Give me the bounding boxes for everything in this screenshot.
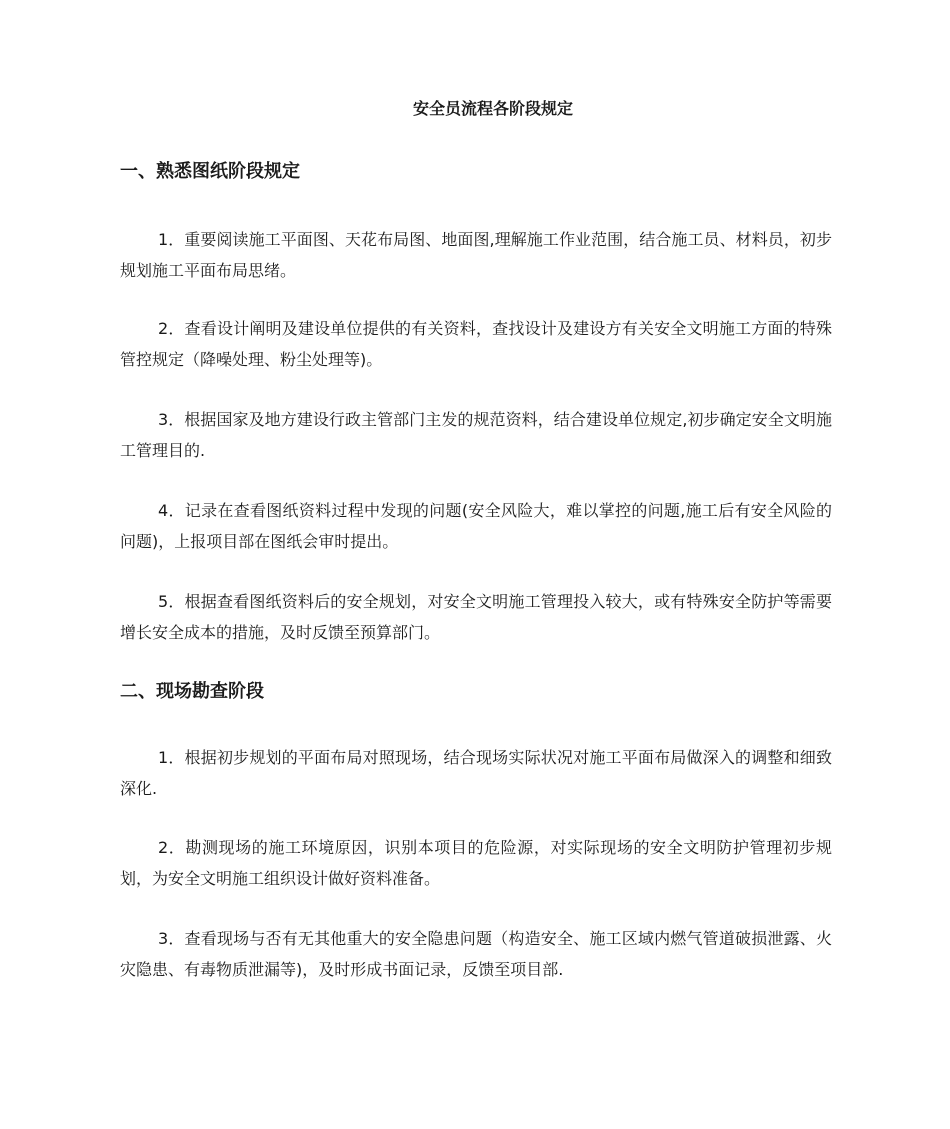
paragraph-1-1: 1．重要阅读施工平面图、天花布局图、地面图,理解施工作业范围，结合施工员、材料员，初步规划施工平面布局思绪。: [120, 230, 832, 280]
paragraph-2-2: 2．勘测现场的施工环境原因，识别本项目的危险源，对实际现场的安全文明防护管理初步规划，为安全文明施工组织设计做好资料准备。: [120, 838, 832, 888]
section-heading-1: 一、熟悉图纸阶段规定: [120, 161, 300, 182]
paragraph-2-3: 3．查看现场与否有无其他重大的安全隐患问题（构造安全、施工区域内燃气管道破损泄露、火灾隐患、有毒物质泄漏等)，及时形成书面记录，反馈至项目部.: [120, 929, 832, 979]
paragraph-1-2: 2．查看设计阐明及建设单位提供的有关资料，查找设计及建设方有关安全文明施工方面的特殊管控规定（降噪处理、粉尘处理等)。: [120, 319, 832, 369]
paragraph-1-3: 3．根据国家及地方建设行政主管部门主发的规范资料，结合建设单位规定,初步确定安全文明施工管理目的.: [120, 410, 832, 460]
paragraph-1-5: 5．根据查看图纸资料后的安全规划，对安全文明施工管理投入较大，或有特殊安全防护等需要增长安全成本的措施，及时反馈至预算部门。: [120, 592, 832, 642]
section-heading-2: 二、现场勘查阶段: [120, 681, 264, 702]
document-title: 安全员流程各阶段规定: [412, 99, 573, 118]
paragraph-1-4: 4．记录在查看图纸资料过程中发现的问题(安全风险大，难以掌控的问题,施工后有安全风险的问题)，上报项目部在图纸会审时提出。: [120, 501, 832, 551]
paragraph-2-1: 1．根据初步规划的平面布局对照现场，结合现场实际状况对施工平面布局做深入的调整和细致深化.: [120, 748, 832, 798]
